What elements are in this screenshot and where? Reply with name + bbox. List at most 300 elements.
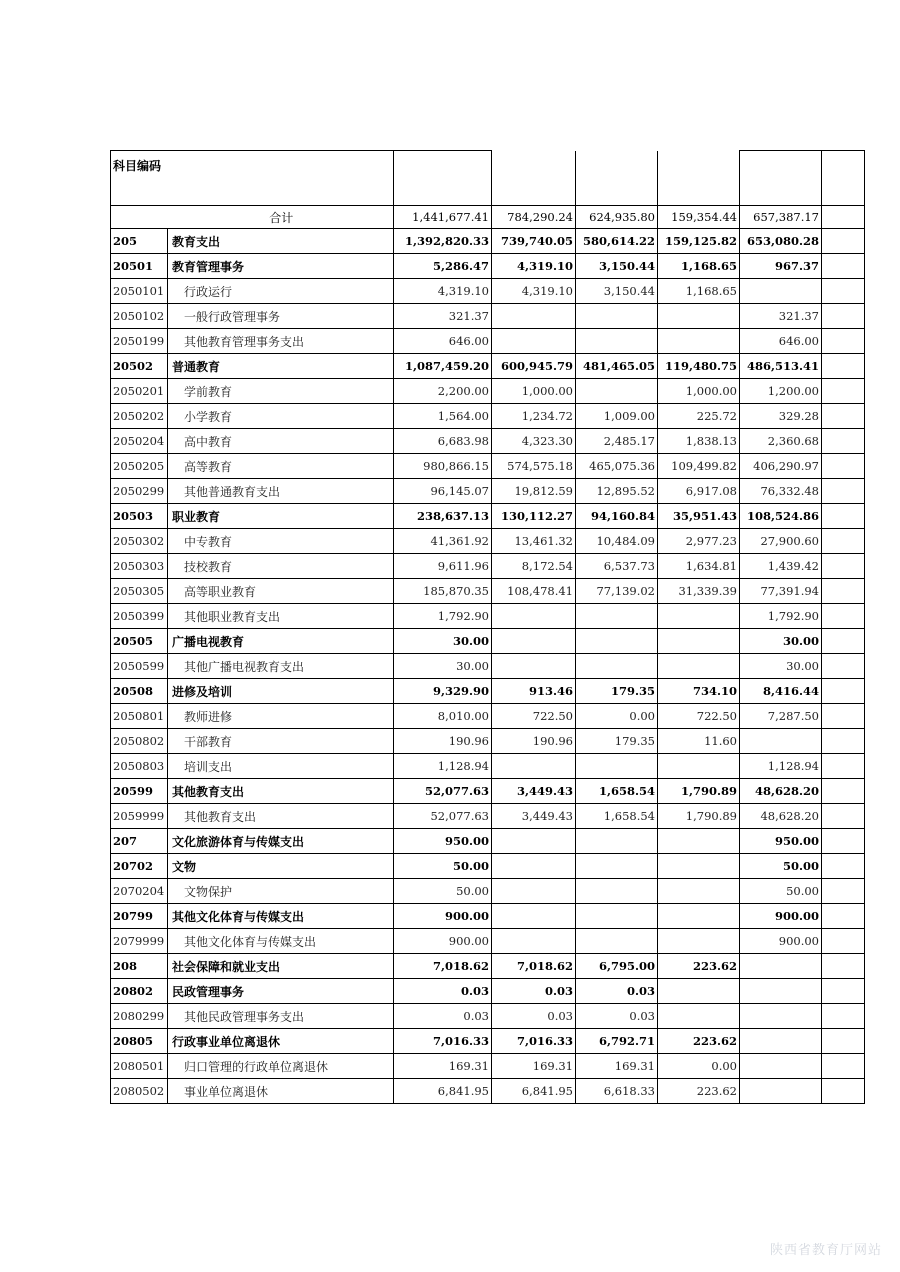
row-c2: 169.31 bbox=[492, 1054, 576, 1079]
row-c6 bbox=[822, 629, 865, 654]
row-c6 bbox=[822, 804, 865, 829]
row-name: 其他教育管理事务支出 bbox=[168, 329, 394, 354]
row-code: 20802 bbox=[111, 979, 168, 1004]
row-c4 bbox=[658, 929, 740, 954]
row-name: 其他广播电视教育支出 bbox=[168, 654, 394, 679]
row-c6 bbox=[822, 654, 865, 679]
row-c4: 1,838.13 bbox=[658, 429, 740, 454]
row-name: 教育支出 bbox=[168, 229, 394, 254]
row-c3 bbox=[576, 304, 658, 329]
row-c3: 1,658.54 bbox=[576, 779, 658, 804]
row-c1: 41,361.92 bbox=[394, 529, 492, 554]
row-c2 bbox=[492, 854, 576, 879]
table-row bbox=[111, 404, 865, 429]
total-c4: 159,354.44 bbox=[658, 206, 740, 229]
row-c6 bbox=[822, 1029, 865, 1054]
row-c4: 1,168.65 bbox=[658, 279, 740, 304]
row-c6 bbox=[822, 404, 865, 429]
row-c3: 3,150.44 bbox=[576, 279, 658, 304]
row-code: 2050303 bbox=[111, 554, 168, 579]
row-code: 2050305 bbox=[111, 579, 168, 604]
row-c3: 169.31 bbox=[576, 1054, 658, 1079]
table-row bbox=[111, 304, 865, 329]
row-c4 bbox=[658, 654, 740, 679]
row-c6 bbox=[822, 979, 865, 1004]
row-c5: 900.00 bbox=[740, 904, 822, 929]
row-c3 bbox=[576, 854, 658, 879]
row-c5: 7,287.50 bbox=[740, 704, 822, 729]
row-code: 20501 bbox=[111, 254, 168, 279]
row-name: 事业单位离退休 bbox=[168, 1079, 394, 1104]
expenditure-table bbox=[110, 150, 865, 1104]
row-c2: 108,478.41 bbox=[492, 579, 576, 604]
row-c6 bbox=[822, 829, 865, 854]
row-name: 其他文化体育与传媒支出 bbox=[168, 929, 394, 954]
table-row bbox=[111, 1079, 865, 1104]
row-c5: 321.37 bbox=[740, 304, 822, 329]
row-code: 2050399 bbox=[111, 604, 168, 629]
row-c6 bbox=[822, 1004, 865, 1029]
table-header-row bbox=[111, 151, 865, 206]
table-row bbox=[111, 1054, 865, 1079]
row-c2: 8,172.54 bbox=[492, 554, 576, 579]
row-c1: 900.00 bbox=[394, 904, 492, 929]
table-row bbox=[111, 829, 865, 854]
table-row bbox=[111, 729, 865, 754]
row-name: 其他教育支出 bbox=[168, 779, 394, 804]
row-name: 行政事业单位离退休 bbox=[168, 1029, 394, 1054]
table-row bbox=[111, 479, 865, 504]
row-c6 bbox=[822, 254, 865, 279]
row-c4: 223.62 bbox=[658, 1079, 740, 1104]
table-row bbox=[111, 1029, 865, 1054]
table-row bbox=[111, 1004, 865, 1029]
row-name: 技校教育 bbox=[168, 554, 394, 579]
row-c2: 190.96 bbox=[492, 729, 576, 754]
row-code: 207 bbox=[111, 829, 168, 854]
row-c2: 4,323.30 bbox=[492, 429, 576, 454]
row-c6 bbox=[822, 579, 865, 604]
row-c6 bbox=[822, 529, 865, 554]
row-c4: 31,339.39 bbox=[658, 579, 740, 604]
row-c4: 0.00 bbox=[658, 1054, 740, 1079]
row-c1: 52,077.63 bbox=[394, 804, 492, 829]
row-c3 bbox=[576, 604, 658, 629]
row-c5: 1,792.90 bbox=[740, 604, 822, 629]
row-name: 其他民政管理事务支出 bbox=[168, 1004, 394, 1029]
table-row bbox=[111, 629, 865, 654]
row-c5: 950.00 bbox=[740, 829, 822, 854]
row-c4: 734.10 bbox=[658, 679, 740, 704]
row-code: 208 bbox=[111, 954, 168, 979]
row-c6 bbox=[822, 729, 865, 754]
table-row bbox=[111, 654, 865, 679]
row-c6 bbox=[822, 1054, 865, 1079]
row-name: 归口管理的行政单位离退休 bbox=[168, 1054, 394, 1079]
row-c2: 130,112.27 bbox=[492, 504, 576, 529]
row-c1: 1,087,459.20 bbox=[394, 354, 492, 379]
row-code: 2050802 bbox=[111, 729, 168, 754]
row-c5: 1,128.94 bbox=[740, 754, 822, 779]
row-c2 bbox=[492, 604, 576, 629]
row-c6 bbox=[822, 279, 865, 304]
row-c6 bbox=[822, 504, 865, 529]
row-c2: 739,740.05 bbox=[492, 229, 576, 254]
row-name: 高等教育 bbox=[168, 454, 394, 479]
row-code: 20505 bbox=[111, 629, 168, 654]
row-c3: 1,009.00 bbox=[576, 404, 658, 429]
table-row bbox=[111, 804, 865, 829]
row-c1: 2,200.00 bbox=[394, 379, 492, 404]
row-c1: 8,010.00 bbox=[394, 704, 492, 729]
row-code: 2050202 bbox=[111, 404, 168, 429]
row-c5: 30.00 bbox=[740, 654, 822, 679]
row-c5: 48,628.20 bbox=[740, 779, 822, 804]
row-c5: 967.37 bbox=[740, 254, 822, 279]
row-c3: 580,614.22 bbox=[576, 229, 658, 254]
row-c3: 6,537.73 bbox=[576, 554, 658, 579]
row-name: 一般行政管理事务 bbox=[168, 304, 394, 329]
row-c6 bbox=[822, 879, 865, 904]
row-c6 bbox=[822, 679, 865, 704]
row-name: 社会保障和就业支出 bbox=[168, 954, 394, 979]
row-c1: 50.00 bbox=[394, 879, 492, 904]
row-c4 bbox=[658, 329, 740, 354]
row-c3: 3,150.44 bbox=[576, 254, 658, 279]
row-c4: 722.50 bbox=[658, 704, 740, 729]
row-c1: 950.00 bbox=[394, 829, 492, 854]
row-name: 培训支出 bbox=[168, 754, 394, 779]
row-c1: 1,392,820.33 bbox=[394, 229, 492, 254]
row-c2 bbox=[492, 629, 576, 654]
row-c6 bbox=[822, 854, 865, 879]
row-c3: 12,895.52 bbox=[576, 479, 658, 504]
row-code: 2080299 bbox=[111, 1004, 168, 1029]
row-c4 bbox=[658, 904, 740, 929]
header-col-3 bbox=[576, 151, 658, 206]
row-c3 bbox=[576, 879, 658, 904]
header-code-label: 科目编码 bbox=[111, 151, 168, 206]
row-c4: 119,480.75 bbox=[658, 354, 740, 379]
row-c5: 329.28 bbox=[740, 404, 822, 429]
row-c4: 1,634.81 bbox=[658, 554, 740, 579]
row-code: 2080501 bbox=[111, 1054, 168, 1079]
row-name: 文化旅游体育与传媒支出 bbox=[168, 829, 394, 854]
total-c2: 784,290.24 bbox=[492, 206, 576, 229]
row-c5: 653,080.28 bbox=[740, 229, 822, 254]
row-c4 bbox=[658, 979, 740, 1004]
row-code: 2050801 bbox=[111, 704, 168, 729]
total-c3: 624,935.80 bbox=[576, 206, 658, 229]
row-c5: 646.00 bbox=[740, 329, 822, 354]
table-row bbox=[111, 354, 865, 379]
table-row bbox=[111, 454, 865, 479]
row-c3: 179.35 bbox=[576, 679, 658, 704]
row-code: 2050299 bbox=[111, 479, 168, 504]
row-code: 2050199 bbox=[111, 329, 168, 354]
row-c3: 77,139.02 bbox=[576, 579, 658, 604]
row-c5: 108,524.86 bbox=[740, 504, 822, 529]
table-row bbox=[111, 329, 865, 354]
table-row bbox=[111, 854, 865, 879]
table-row bbox=[111, 604, 865, 629]
row-code: 2080502 bbox=[111, 1079, 168, 1104]
row-c2 bbox=[492, 654, 576, 679]
row-c4: 6,917.08 bbox=[658, 479, 740, 504]
row-c2 bbox=[492, 829, 576, 854]
row-c6 bbox=[822, 779, 865, 804]
row-code: 2050102 bbox=[111, 304, 168, 329]
row-c5 bbox=[740, 979, 822, 1004]
row-c2: 0.03 bbox=[492, 1004, 576, 1029]
total-c6 bbox=[822, 206, 865, 229]
row-c6 bbox=[822, 904, 865, 929]
row-c2: 13,461.32 bbox=[492, 529, 576, 554]
row-name: 教师进修 bbox=[168, 704, 394, 729]
row-c5: 406,290.97 bbox=[740, 454, 822, 479]
row-c5 bbox=[740, 954, 822, 979]
row-c4: 1,168.65 bbox=[658, 254, 740, 279]
row-c3 bbox=[576, 904, 658, 929]
row-c4: 223.62 bbox=[658, 1029, 740, 1054]
row-c5 bbox=[740, 729, 822, 754]
row-name: 民政管理事务 bbox=[168, 979, 394, 1004]
row-c1: 96,145.07 bbox=[394, 479, 492, 504]
row-c3: 1,658.54 bbox=[576, 804, 658, 829]
row-c5: 486,513.41 bbox=[740, 354, 822, 379]
row-name: 文物 bbox=[168, 854, 394, 879]
row-name: 高中教育 bbox=[168, 429, 394, 454]
row-c4 bbox=[658, 304, 740, 329]
row-c1: 238,637.13 bbox=[394, 504, 492, 529]
row-c1: 185,870.35 bbox=[394, 579, 492, 604]
row-code: 2050205 bbox=[111, 454, 168, 479]
row-c2: 0.03 bbox=[492, 979, 576, 1004]
row-c1: 646.00 bbox=[394, 329, 492, 354]
row-name: 其他教育支出 bbox=[168, 804, 394, 829]
row-c5: 1,439.42 bbox=[740, 554, 822, 579]
row-c6 bbox=[822, 454, 865, 479]
total-label: 合计 bbox=[168, 206, 394, 229]
row-c2: 3,449.43 bbox=[492, 804, 576, 829]
header-col-5 bbox=[740, 151, 822, 206]
row-c2: 7,018.62 bbox=[492, 954, 576, 979]
row-c1: 6,841.95 bbox=[394, 1079, 492, 1104]
row-c1: 169.31 bbox=[394, 1054, 492, 1079]
header-col-1 bbox=[394, 151, 492, 206]
row-c6 bbox=[822, 704, 865, 729]
row-name: 其他文化体育与传媒支出 bbox=[168, 904, 394, 929]
row-c3: 0.03 bbox=[576, 1004, 658, 1029]
watermark: 陕西省教育厅网站 bbox=[769, 1243, 882, 1258]
row-c3: 481,465.05 bbox=[576, 354, 658, 379]
table-row bbox=[111, 704, 865, 729]
row-c5: 77,391.94 bbox=[740, 579, 822, 604]
row-c1: 30.00 bbox=[394, 654, 492, 679]
row-c4: 2,977.23 bbox=[658, 529, 740, 554]
row-c1: 6,683.98 bbox=[394, 429, 492, 454]
row-name: 其他普通教育支出 bbox=[168, 479, 394, 504]
row-c2 bbox=[492, 329, 576, 354]
row-c3 bbox=[576, 829, 658, 854]
row-c1: 0.03 bbox=[394, 1004, 492, 1029]
row-code: 2050803 bbox=[111, 754, 168, 779]
table-row bbox=[111, 979, 865, 1004]
table-row bbox=[111, 904, 865, 929]
row-c6 bbox=[822, 379, 865, 404]
row-c1: 52,077.63 bbox=[394, 779, 492, 804]
row-c4: 109,499.82 bbox=[658, 454, 740, 479]
row-c2: 4,319.10 bbox=[492, 279, 576, 304]
row-name: 普通教育 bbox=[168, 354, 394, 379]
row-c2: 722.50 bbox=[492, 704, 576, 729]
row-code: 20502 bbox=[111, 354, 168, 379]
row-c2 bbox=[492, 904, 576, 929]
row-c3 bbox=[576, 754, 658, 779]
table-row bbox=[111, 879, 865, 904]
row-c6 bbox=[822, 754, 865, 779]
row-c6 bbox=[822, 429, 865, 454]
row-c1: 9,611.96 bbox=[394, 554, 492, 579]
row-name: 文物保护 bbox=[168, 879, 394, 904]
row-name: 广播电视教育 bbox=[168, 629, 394, 654]
row-c2 bbox=[492, 879, 576, 904]
table-row bbox=[111, 529, 865, 554]
row-c6 bbox=[822, 329, 865, 354]
row-c6 bbox=[822, 954, 865, 979]
row-c6 bbox=[822, 304, 865, 329]
row-c3: 0.00 bbox=[576, 704, 658, 729]
row-c5 bbox=[740, 1079, 822, 1104]
row-c1: 7,018.62 bbox=[394, 954, 492, 979]
table-row bbox=[111, 754, 865, 779]
row-c2: 913.46 bbox=[492, 679, 576, 704]
row-c4 bbox=[658, 854, 740, 879]
row-c2 bbox=[492, 304, 576, 329]
row-name: 中专教育 bbox=[168, 529, 394, 554]
table-row bbox=[111, 779, 865, 804]
row-c5 bbox=[740, 1029, 822, 1054]
row-c2: 4,319.10 bbox=[492, 254, 576, 279]
row-code: 20503 bbox=[111, 504, 168, 529]
table-row bbox=[111, 279, 865, 304]
row-c1: 5,286.47 bbox=[394, 254, 492, 279]
row-code: 2079999 bbox=[111, 929, 168, 954]
row-c3: 465,075.36 bbox=[576, 454, 658, 479]
row-c2: 1,234.72 bbox=[492, 404, 576, 429]
row-c3: 6,795.00 bbox=[576, 954, 658, 979]
row-name: 学前教育 bbox=[168, 379, 394, 404]
table-row bbox=[111, 679, 865, 704]
row-c3: 6,792.71 bbox=[576, 1029, 658, 1054]
row-name: 小学教育 bbox=[168, 404, 394, 429]
row-c1: 900.00 bbox=[394, 929, 492, 954]
table-row bbox=[111, 554, 865, 579]
row-c5: 76,332.48 bbox=[740, 479, 822, 504]
row-name: 行政运行 bbox=[168, 279, 394, 304]
row-code: 2050101 bbox=[111, 279, 168, 304]
row-c4 bbox=[658, 879, 740, 904]
row-c2: 6,841.95 bbox=[492, 1079, 576, 1104]
row-c6 bbox=[822, 229, 865, 254]
row-c2: 600,945.79 bbox=[492, 354, 576, 379]
row-c4: 159,125.82 bbox=[658, 229, 740, 254]
row-c4 bbox=[658, 1004, 740, 1029]
row-code: 2050204 bbox=[111, 429, 168, 454]
row-c5: 50.00 bbox=[740, 879, 822, 904]
table-row bbox=[111, 229, 865, 254]
row-code: 20702 bbox=[111, 854, 168, 879]
row-c5: 27,900.60 bbox=[740, 529, 822, 554]
row-name: 进修及培训 bbox=[168, 679, 394, 704]
table-row bbox=[111, 929, 865, 954]
row-c5: 48,628.20 bbox=[740, 804, 822, 829]
table-row bbox=[111, 954, 865, 979]
row-code: 2050599 bbox=[111, 654, 168, 679]
row-c5: 900.00 bbox=[740, 929, 822, 954]
row-c4: 225.72 bbox=[658, 404, 740, 429]
row-c6 bbox=[822, 604, 865, 629]
row-code: 2059999 bbox=[111, 804, 168, 829]
row-code: 205 bbox=[111, 229, 168, 254]
row-c4 bbox=[658, 629, 740, 654]
row-c3: 6,618.33 bbox=[576, 1079, 658, 1104]
row-c1: 30.00 bbox=[394, 629, 492, 654]
row-c4: 223.62 bbox=[658, 954, 740, 979]
row-c2: 7,016.33 bbox=[492, 1029, 576, 1054]
row-code: 2050302 bbox=[111, 529, 168, 554]
row-c3: 10,484.09 bbox=[576, 529, 658, 554]
row-c5: 2,360.68 bbox=[740, 429, 822, 454]
row-code: 20508 bbox=[111, 679, 168, 704]
row-c6 bbox=[822, 354, 865, 379]
row-c1: 321.37 bbox=[394, 304, 492, 329]
row-code: 2050201 bbox=[111, 379, 168, 404]
total-code-cell bbox=[111, 206, 168, 229]
row-c3 bbox=[576, 629, 658, 654]
row-c6 bbox=[822, 929, 865, 954]
row-c4: 1,790.89 bbox=[658, 804, 740, 829]
row-c3 bbox=[576, 329, 658, 354]
header-col-4 bbox=[658, 151, 740, 206]
row-c1: 9,329.90 bbox=[394, 679, 492, 704]
header-col-2 bbox=[492, 151, 576, 206]
table-row bbox=[111, 504, 865, 529]
row-c5 bbox=[740, 1004, 822, 1029]
row-c3: 0.03 bbox=[576, 979, 658, 1004]
table-row bbox=[111, 379, 865, 404]
row-c2 bbox=[492, 754, 576, 779]
row-name: 高等职业教育 bbox=[168, 579, 394, 604]
row-code: 20799 bbox=[111, 904, 168, 929]
row-c2 bbox=[492, 929, 576, 954]
row-c4 bbox=[658, 754, 740, 779]
row-c4: 1,000.00 bbox=[658, 379, 740, 404]
row-c3 bbox=[576, 654, 658, 679]
total-c5: 657,387.17 bbox=[740, 206, 822, 229]
row-c3: 179.35 bbox=[576, 729, 658, 754]
row-c6 bbox=[822, 479, 865, 504]
row-c6 bbox=[822, 1079, 865, 1104]
row-name: 其他职业教育支出 bbox=[168, 604, 394, 629]
row-c4: 1,790.89 bbox=[658, 779, 740, 804]
row-c3 bbox=[576, 929, 658, 954]
row-c4 bbox=[658, 829, 740, 854]
table-row bbox=[111, 254, 865, 279]
row-name: 职业教育 bbox=[168, 504, 394, 529]
row-name: 教育管理事务 bbox=[168, 254, 394, 279]
row-c2: 574,575.18 bbox=[492, 454, 576, 479]
